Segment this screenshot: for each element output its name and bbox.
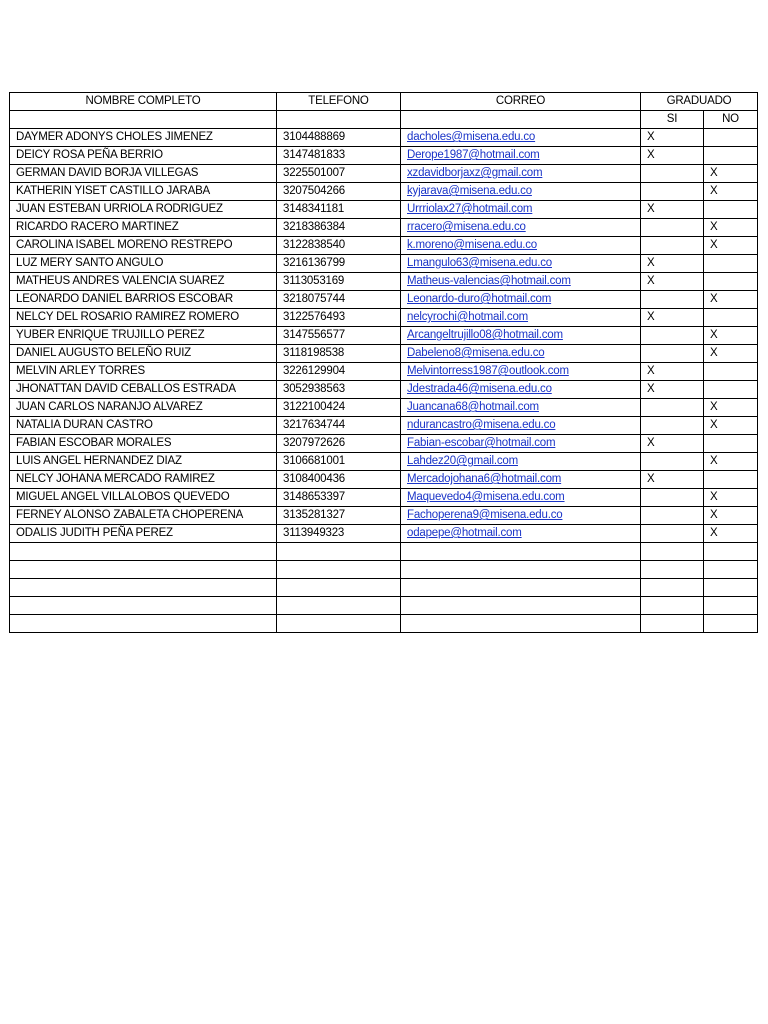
- email-link[interactable]: dacholes@misena.edu.co: [407, 131, 536, 143]
- cell-nombre: YUBER ENRIQUE TRUJILLO PEREZ: [10, 327, 277, 345]
- cell-telefono: 3113053169: [277, 273, 401, 291]
- cell-correo: [401, 453, 641, 471]
- cell-graduado-no: X: [704, 345, 758, 363]
- cell-telefono: 3148653397: [277, 489, 401, 507]
- cell-correo: [401, 579, 641, 597]
- table-row: [10, 183, 758, 201]
- cell-correo: [401, 291, 641, 309]
- cell-graduado-si: [641, 597, 704, 615]
- cell-nombre: FABIAN ESCOBAR MORALES: [10, 435, 277, 453]
- cell-graduado-si: [641, 561, 704, 579]
- cell-graduado-no: X: [704, 525, 758, 543]
- table-row: [10, 543, 758, 561]
- cell-graduado-si: X: [641, 129, 704, 147]
- email-link[interactable]: ndurancastro@misena.edu.co: [407, 419, 556, 431]
- cell-nombre: MELVIN ARLEY TORRES: [10, 363, 277, 381]
- email-link[interactable]: xzdavidborjaxz@gmail.com: [407, 167, 543, 179]
- email-link[interactable]: Derope1987@hotmail.com: [407, 149, 540, 161]
- cell-graduado-no: [704, 615, 758, 633]
- cell-correo: [401, 597, 641, 615]
- cell-graduado-si: X: [641, 255, 704, 273]
- cell-graduado-no: [704, 435, 758, 453]
- cell-correo: [401, 543, 641, 561]
- table-row: [10, 309, 758, 327]
- cell-graduado-no: X: [704, 165, 758, 183]
- cell-telefono: 3148341181: [277, 201, 401, 219]
- cell-telefono: [277, 597, 401, 615]
- cell-telefono: 3216136799: [277, 255, 401, 273]
- table-row: [10, 579, 758, 597]
- cell-telefono: 3118198538: [277, 345, 401, 363]
- cell-nombre: CAROLINA ISABEL MORENO RESTREPO: [10, 237, 277, 255]
- cell-telefono: 3218075744: [277, 291, 401, 309]
- cell-nombre: NELCY JOHANA MERCADO RAMIREZ: [10, 471, 277, 489]
- email-link[interactable]: Juancana68@hotmail.com: [407, 401, 539, 413]
- table-row: [10, 489, 758, 507]
- cell-nombre: KATHERIN YISET CASTILLO JARABA: [10, 183, 277, 201]
- cell-telefono: 3217634744: [277, 417, 401, 435]
- cell-graduado-no: X: [704, 507, 758, 525]
- cell-graduado-si: [641, 165, 704, 183]
- cell-nombre: FERNEY ALONSO ZABALETA CHOPERENA: [10, 507, 277, 525]
- cell-telefono: 3106681001: [277, 453, 401, 471]
- cell-telefono: 3122838540: [277, 237, 401, 255]
- subheader-empty-cell: [401, 111, 641, 129]
- cell-nombre: LUZ MERY SANTO ANGULO: [10, 255, 277, 273]
- cell-telefono: 3225501007: [277, 165, 401, 183]
- email-link[interactable]: k.moreno@misena.edu.co: [407, 239, 538, 251]
- cell-nombre: JUAN CARLOS NARANJO ALVAREZ: [10, 399, 277, 417]
- cell-correo: [401, 345, 641, 363]
- cell-nombre: NATALIA DURAN CASTRO: [10, 417, 277, 435]
- cell-nombre: [10, 561, 277, 579]
- email-link[interactable]: Lmangulo63@misena.edu.co: [407, 257, 552, 269]
- table-row: [10, 561, 758, 579]
- table-row: [10, 471, 758, 489]
- cell-nombre: RICARDO RACERO MARTINEZ: [10, 219, 277, 237]
- cell-correo: [401, 489, 641, 507]
- cell-correo: [401, 615, 641, 633]
- cell-graduado-no: X: [704, 327, 758, 345]
- table-row: [10, 219, 758, 237]
- table-row: [10, 255, 758, 273]
- cell-telefono: 3226129904: [277, 363, 401, 381]
- header-no: NO: [704, 111, 758, 129]
- cell-telefono: 3122576493: [277, 309, 401, 327]
- cell-graduado-no: [704, 201, 758, 219]
- email-link[interactable]: nelcyrochi@hotmail.com: [407, 311, 529, 323]
- cell-graduado-no: [704, 381, 758, 399]
- cell-graduado-si: [641, 615, 704, 633]
- cell-correo: [401, 201, 641, 219]
- cell-nombre: MIGUEL ANGEL VILLALOBOS QUEVEDO: [10, 489, 277, 507]
- cell-nombre: GERMAN DAVID BORJA VILLEGAS: [10, 165, 277, 183]
- table-row: [10, 273, 758, 291]
- email-link[interactable]: odapepe@hotmail.com: [407, 527, 522, 539]
- cell-graduado-si: [641, 543, 704, 561]
- table-row: [10, 291, 758, 309]
- cell-nombre: [10, 615, 277, 633]
- cell-graduado-si: X: [641, 273, 704, 291]
- email-link[interactable]: Fachoperena9@misena.edu.co: [407, 509, 563, 521]
- cell-graduado-si: [641, 219, 704, 237]
- table-row: [10, 327, 758, 345]
- email-link[interactable]: Matheus-valencias@hotmail.com: [407, 275, 571, 287]
- cell-correo: [401, 129, 641, 147]
- cell-graduado-si: X: [641, 147, 704, 165]
- cell-graduado-no: [704, 543, 758, 561]
- cell-correo: [401, 381, 641, 399]
- cell-graduado-no: [704, 147, 758, 165]
- cell-nombre: ODALIS JUDITH PEÑA PEREZ: [10, 525, 277, 543]
- cell-graduado-si: [641, 237, 704, 255]
- cell-nombre: LUIS ANGEL HERNANDEZ DIAZ: [10, 453, 277, 471]
- cell-nombre: NELCY DEL ROSARIO RAMIREZ ROMERO: [10, 309, 277, 327]
- cell-correo: [401, 237, 641, 255]
- cell-telefono: 3122100424: [277, 399, 401, 417]
- cell-graduado-no: X: [704, 399, 758, 417]
- cell-graduado-si: X: [641, 363, 704, 381]
- cell-graduado-no: X: [704, 237, 758, 255]
- cell-graduado-no: [704, 255, 758, 273]
- cell-correo: [401, 507, 641, 525]
- cell-correo: [401, 417, 641, 435]
- cell-correo: [401, 435, 641, 453]
- cell-nombre: LEONARDO DANIEL BARRIOS ESCOBAR: [10, 291, 277, 309]
- table-row: [10, 525, 758, 543]
- cell-nombre: [10, 579, 277, 597]
- table-header: [10, 93, 758, 129]
- cell-graduado-si: X: [641, 435, 704, 453]
- cell-nombre: [10, 543, 277, 561]
- graduates-table: [9, 92, 758, 633]
- cell-telefono: 3207504266: [277, 183, 401, 201]
- header-telefono: TELEFONO: [277, 93, 401, 111]
- table-row: [10, 615, 758, 633]
- cell-graduado-no: [704, 129, 758, 147]
- cell-correo: [401, 255, 641, 273]
- cell-graduado-si: [641, 417, 704, 435]
- cell-telefono: [277, 561, 401, 579]
- table-row: [10, 399, 758, 417]
- table-row: [10, 165, 758, 183]
- cell-nombre: DEICY ROSA PEÑA BERRIO: [10, 147, 277, 165]
- cell-graduado-si: [641, 399, 704, 417]
- cell-graduado-no: X: [704, 453, 758, 471]
- cell-graduado-no: X: [704, 219, 758, 237]
- email-link[interactable]: kyjarava@misena.edu.co: [407, 185, 532, 197]
- cell-graduado-no: X: [704, 417, 758, 435]
- cell-graduado-no: [704, 561, 758, 579]
- cell-telefono: 3207972626: [277, 435, 401, 453]
- cell-graduado-no: [704, 309, 758, 327]
- subheader-empty-cell: [10, 111, 277, 129]
- table-row: [10, 417, 758, 435]
- table-row: [10, 129, 758, 147]
- subheader-row: [10, 111, 758, 129]
- email-link[interactable]: Fabian-escobar@hotmail.com: [407, 437, 556, 449]
- cell-graduado-si: X: [641, 309, 704, 327]
- email-link[interactable]: Maquevedo4@misena.edu.com: [407, 491, 565, 503]
- header-graduado: GRADUADO: [641, 93, 758, 111]
- cell-graduado-si: [641, 327, 704, 345]
- email-link[interactable]: Leonardo-duro@hotmail.com: [407, 293, 552, 305]
- subheader-empty-cell: [277, 111, 401, 129]
- cell-graduado-si: [641, 183, 704, 201]
- table-row: [10, 435, 758, 453]
- cell-telefono: [277, 615, 401, 633]
- email-link[interactable]: Mercadojohana6@hotmail.com: [407, 473, 562, 485]
- cell-telefono: 3104488869: [277, 129, 401, 147]
- table-row: [10, 237, 758, 255]
- email-link[interactable]: Jdestrada46@misena.edu.co: [407, 383, 552, 395]
- cell-graduado-no: X: [704, 291, 758, 309]
- cell-nombre: JUAN ESTEBAN URRIOLA RODRIGUEZ: [10, 201, 277, 219]
- cell-graduado-no: [704, 471, 758, 489]
- table-row: [10, 363, 758, 381]
- cell-telefono: 3108400436: [277, 471, 401, 489]
- header-correo: CORREO: [401, 93, 641, 111]
- email-link[interactable]: Melvintorress1987@outlook.com: [407, 365, 569, 377]
- cell-telefono: 3052938563: [277, 381, 401, 399]
- cell-nombre: [10, 597, 277, 615]
- table-row: [10, 147, 758, 165]
- cell-telefono: 3147481833: [277, 147, 401, 165]
- email-link[interactable]: Dabeleno8@misena.edu.co: [407, 347, 545, 359]
- cell-graduado-si: [641, 579, 704, 597]
- table-row: [10, 201, 758, 219]
- table-row: [10, 507, 758, 525]
- cell-graduado-no: [704, 363, 758, 381]
- cell-nombre: JHONATTAN DAVID CEBALLOS ESTRADA: [10, 381, 277, 399]
- header-row: [10, 93, 758, 111]
- cell-graduado-no: [704, 597, 758, 615]
- cell-correo: [401, 399, 641, 417]
- cell-correo: [401, 309, 641, 327]
- cell-telefono: [277, 543, 401, 561]
- cell-graduado-no: [704, 579, 758, 597]
- cell-telefono: [277, 579, 401, 597]
- cell-graduado-no: [704, 273, 758, 291]
- email-link[interactable]: Urrriolax27@hotmail.com: [407, 203, 533, 215]
- table-row: [10, 453, 758, 471]
- cell-nombre: MATHEUS ANDRES VALENCIA SUAREZ: [10, 273, 277, 291]
- table-row: [10, 381, 758, 399]
- table-row: [10, 345, 758, 363]
- cell-nombre: DAYMER ADONYS CHOLES JIMENEZ: [10, 129, 277, 147]
- cell-graduado-si: [641, 453, 704, 471]
- cell-telefono: 3135281327: [277, 507, 401, 525]
- cell-graduado-si: X: [641, 471, 704, 489]
- cell-graduado-si: X: [641, 381, 704, 399]
- email-link[interactable]: Lahdez20@gmail.com: [407, 455, 518, 467]
- cell-telefono: 3218386384: [277, 219, 401, 237]
- cell-correo: [401, 273, 641, 291]
- table-body: [10, 129, 758, 633]
- cell-correo: [401, 525, 641, 543]
- cell-telefono: 3113949323: [277, 525, 401, 543]
- cell-correo: [401, 561, 641, 579]
- cell-graduado-si: [641, 489, 704, 507]
- header-nombre: NOMBRE COMPLETO: [10, 93, 277, 111]
- cell-graduado-si: [641, 507, 704, 525]
- cell-graduado-si: [641, 291, 704, 309]
- header-si: SI: [641, 111, 704, 129]
- cell-graduado-no: X: [704, 489, 758, 507]
- cell-correo: [401, 183, 641, 201]
- cell-graduado-si: X: [641, 201, 704, 219]
- cell-graduado-si: [641, 345, 704, 363]
- cell-correo: [401, 219, 641, 237]
- cell-nombre: DANIEL AUGUSTO BELEÑO RUIZ: [10, 345, 277, 363]
- cell-graduado-si: [641, 525, 704, 543]
- cell-correo: [401, 363, 641, 381]
- cell-correo: [401, 471, 641, 489]
- cell-correo: [401, 327, 641, 345]
- cell-correo: [401, 165, 641, 183]
- cell-correo: [401, 147, 641, 165]
- table-row: [10, 597, 758, 615]
- cell-telefono: 3147556577: [277, 327, 401, 345]
- cell-graduado-no: X: [704, 183, 758, 201]
- email-link[interactable]: rracero@misena.edu.co: [407, 221, 526, 233]
- email-link[interactable]: Arcangeltrujillo08@hotmail.com: [407, 329, 563, 341]
